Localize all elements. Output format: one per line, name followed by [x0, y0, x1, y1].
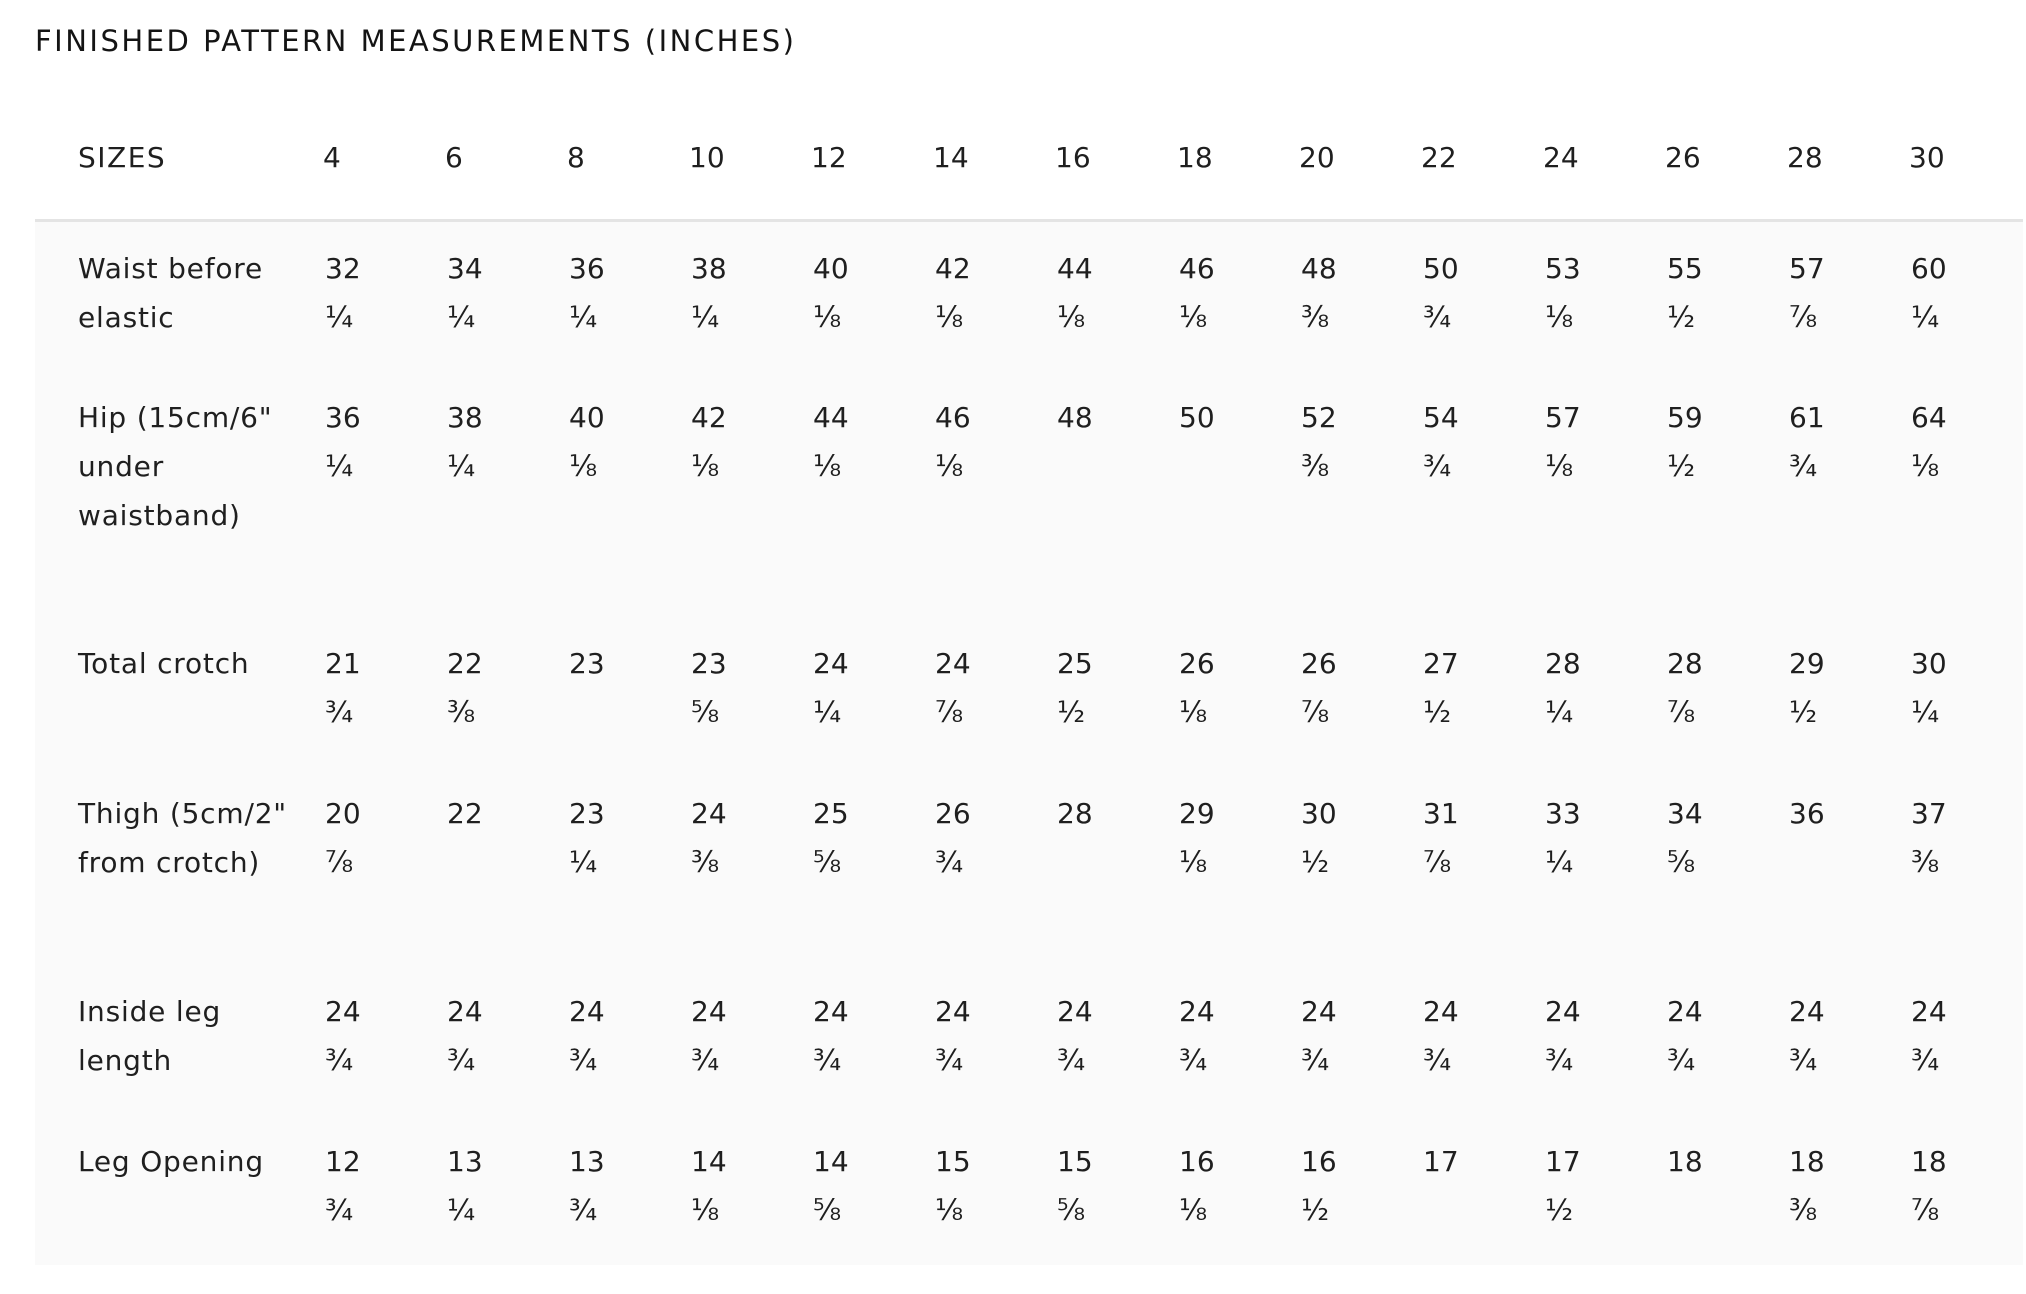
measurement-cell [315, 965, 437, 1115]
measurement-cell [1535, 371, 1657, 617]
measurement-cell [315, 1115, 437, 1265]
measurement-whole: 59 [1667, 400, 1703, 434]
measurement-fraction: ¾ [1911, 1042, 1940, 1077]
measurement-cell [1413, 371, 1535, 617]
measurement-cell [1169, 965, 1291, 1115]
measurement-cell [1291, 371, 1413, 617]
measurement-fraction: ⅝ [813, 1192, 842, 1227]
measurement-cell [925, 965, 1047, 1115]
measurement-whole: 38 [691, 252, 727, 285]
measurement-cell [1779, 221, 1901, 371]
measurement-fraction: ¾ [1789, 1042, 1818, 1077]
measurement-whole: 22 [447, 796, 483, 830]
measurement-cell [1169, 617, 1291, 767]
measurement-whole: 36 [569, 252, 605, 285]
measurement-fraction: ¼ [1911, 694, 1940, 729]
measurement-whole: 61 [1789, 400, 1825, 434]
measurement-cell [1901, 767, 2023, 965]
measurement-fraction: ½ [1423, 694, 1452, 729]
size-header: 14 [925, 95, 1047, 221]
measurement-fraction: ¾ [813, 1042, 842, 1077]
measurement-cell [559, 617, 681, 767]
measurement-cell [803, 221, 925, 371]
measurement-whole: 24 [813, 994, 849, 1028]
measurement-fraction: ⅞ [935, 694, 964, 729]
measurement-cell [437, 965, 559, 1115]
measurement-whole: 24 [1545, 994, 1581, 1028]
measurement-fraction: ⅝ [1667, 844, 1696, 879]
measurement-whole: 31 [1423, 796, 1459, 830]
measurement-whole: 48 [1301, 252, 1337, 285]
measurement-whole: 38 [447, 400, 483, 434]
measurement-whole: 50 [1179, 400, 1215, 434]
measurement-whole: 48 [1057, 400, 1093, 434]
measurement-fraction: ¾ [1423, 1042, 1452, 1077]
measurement-whole: 34 [447, 252, 483, 285]
measurement-cell [1901, 221, 2023, 371]
measurement-cell [315, 767, 437, 965]
size-header: 20 [1291, 95, 1413, 221]
measurement-cell [681, 371, 803, 617]
measurement-cell [1901, 1115, 2023, 1265]
measurement-cell [1291, 221, 1413, 371]
measurement-cell [925, 617, 1047, 767]
measurement-fraction: ¾ [1423, 300, 1452, 334]
measurement-cell [437, 371, 559, 617]
measurement-cell [1047, 371, 1169, 617]
measurement-whole: 46 [1179, 252, 1215, 285]
measurement-cell [1657, 221, 1779, 371]
measurement-whole: 29 [1789, 646, 1825, 680]
measurements-table [35, 95, 2023, 1265]
measurement-fraction: ⅛ [691, 1192, 720, 1227]
measurement-cell [1291, 1115, 1413, 1265]
measurement-whole: 25 [1057, 646, 1093, 680]
size-header: 24 [1535, 95, 1657, 221]
measurement-fraction: ⅝ [691, 694, 720, 729]
measurement-cell [1169, 1115, 1291, 1265]
table-row [35, 221, 2023, 371]
size-header: 16 [1047, 95, 1169, 221]
measurement-whole: 28 [1667, 646, 1703, 680]
measurement-whole: 29 [1179, 796, 1215, 830]
table-row [35, 371, 2023, 617]
measurement-whole: 30 [1911, 646, 1947, 680]
measurement-cell [1169, 221, 1291, 371]
measurement-fraction: ¼ [325, 300, 354, 334]
measurement-whole: 42 [691, 400, 727, 434]
measurement-fraction: ⅛ [813, 448, 842, 483]
measurement-fraction: ½ [1301, 1192, 1330, 1227]
measurement-whole: 34 [1667, 796, 1703, 830]
measurement-whole: 30 [1301, 796, 1337, 830]
row-label: Leg Opening [78, 1144, 264, 1178]
measurement-whole: 42 [935, 252, 971, 285]
measurement-cell [1291, 965, 1413, 1115]
measurement-whole: 24 [569, 994, 605, 1028]
measurement-fraction: ⅜ [1301, 448, 1330, 483]
measurement-fraction: ¾ [325, 1192, 354, 1227]
size-header: 8 [559, 95, 681, 221]
measurement-fraction: ½ [1667, 448, 1696, 483]
measurement-whole: 14 [813, 1144, 849, 1178]
measurement-cell [803, 617, 925, 767]
measurement-cell [1779, 767, 1901, 965]
measurement-cell [1779, 965, 1901, 1115]
size-header: 4 [315, 95, 437, 221]
measurement-whole: 24 [1179, 994, 1215, 1028]
measurement-whole: 46 [935, 400, 971, 434]
measurement-whole: 24 [691, 994, 727, 1028]
measurement-fraction: ⅞ [1789, 300, 1818, 334]
measurement-fraction: ¾ [1789, 448, 1818, 483]
measurement-cell [437, 617, 559, 767]
sizes-header: SIZES [35, 95, 315, 221]
measurement-whole: 23 [691, 646, 727, 680]
measurement-whole: 20 [325, 796, 361, 830]
measurement-fraction: ¾ [1423, 448, 1452, 483]
measurement-fraction: ½ [1057, 694, 1086, 729]
measurement-cell [559, 221, 681, 371]
size-header: 28 [1779, 95, 1901, 221]
measurement-cell [1535, 767, 1657, 965]
measurement-whole: 40 [813, 252, 849, 285]
measurement-fraction: ¾ [1545, 1042, 1574, 1077]
measurement-fraction: ⅛ [1545, 448, 1574, 483]
measurement-cell [1413, 617, 1535, 767]
measurement-fraction: ⅛ [1179, 1192, 1208, 1227]
measurement-whole: 24 [1911, 994, 1947, 1028]
measurement-whole: 16 [1179, 1144, 1215, 1178]
measurement-cell [1901, 617, 2023, 767]
measurement-whole: 26 [935, 796, 971, 830]
table-row [35, 617, 2023, 767]
measurement-fraction: ¾ [935, 844, 964, 879]
measurement-whole: 26 [1301, 646, 1337, 680]
measurement-cell [925, 767, 1047, 965]
measurement-fraction: ⅜ [1789, 1192, 1818, 1227]
measurement-cell [1169, 767, 1291, 965]
measurement-whole: 23 [569, 796, 605, 830]
measurement-cell [1779, 1115, 1901, 1265]
measurement-fraction: ⅛ [1911, 448, 1940, 483]
measurement-fraction: ¾ [325, 694, 354, 729]
measurement-cell [1535, 1115, 1657, 1265]
measurement-whole: 12 [325, 1144, 361, 1178]
measurement-fraction: ⅝ [813, 844, 842, 879]
measurement-fraction: ¾ [569, 1042, 598, 1077]
measurements-table-container [35, 95, 2000, 1265]
measurement-fraction: ¼ [1545, 694, 1574, 729]
measurement-cell [1535, 965, 1657, 1115]
measurement-cell [1779, 617, 1901, 767]
measurement-fraction: ⅞ [1301, 694, 1330, 729]
measurement-cell [437, 767, 559, 965]
measurement-cell [681, 221, 803, 371]
measurement-cell [681, 965, 803, 1115]
table-row [35, 767, 2023, 965]
measurement-whole: 37 [1911, 796, 1947, 830]
measurement-cell [1657, 965, 1779, 1115]
size-header: 18 [1169, 95, 1291, 221]
measurement-cell [1657, 617, 1779, 767]
measurement-whole: 55 [1667, 252, 1703, 285]
measurement-fraction: ½ [1667, 300, 1696, 334]
size-header: 12 [803, 95, 925, 221]
measurement-whole: 17 [1545, 1144, 1581, 1178]
measurement-fraction: ⅛ [1179, 300, 1208, 334]
measurement-whole: 44 [813, 400, 849, 434]
measurement-whole: 18 [1667, 1144, 1703, 1178]
size-header: 26 [1657, 95, 1779, 221]
table-row [35, 1115, 2023, 1265]
measurement-whole: 26 [1179, 646, 1215, 680]
measurement-whole: 50 [1423, 252, 1459, 285]
measurement-whole: 36 [1789, 796, 1825, 830]
measurement-whole: 60 [1911, 252, 1947, 285]
measurement-whole: 36 [325, 400, 361, 434]
measurement-whole: 13 [569, 1144, 605, 1178]
row-label: Thigh (5cm/2" from crotch) [78, 796, 287, 879]
measurement-whole: 14 [691, 1144, 727, 1178]
measurement-fraction: ¾ [1667, 1042, 1696, 1077]
measurement-whole: 15 [935, 1144, 971, 1178]
measurement-cell [559, 767, 681, 965]
measurement-fraction: ⅛ [813, 300, 842, 334]
measurement-cell [925, 221, 1047, 371]
measurement-cell [1657, 371, 1779, 617]
measurement-whole: 40 [569, 400, 605, 434]
measurement-whole: 13 [447, 1144, 483, 1178]
header-row [35, 95, 2023, 221]
measurement-cell [803, 965, 925, 1115]
measurement-fraction: ¾ [325, 1042, 354, 1077]
measurement-cell [1047, 1115, 1169, 1265]
measurement-fraction: ⅜ [447, 694, 476, 729]
measurement-whole: 24 [447, 994, 483, 1028]
measurement-whole: 24 [813, 646, 849, 680]
size-header: 10 [681, 95, 803, 221]
measurement-fraction: ⅛ [935, 300, 964, 334]
size-header: 22 [1413, 95, 1535, 221]
measurement-cell [1291, 617, 1413, 767]
measurement-cell [1413, 221, 1535, 371]
measurement-whole: 24 [1057, 994, 1093, 1028]
measurement-cell [1047, 221, 1169, 371]
measurement-fraction: ¼ [447, 448, 476, 483]
measurement-fraction: ¼ [447, 1192, 476, 1227]
measurement-whole: 15 [1057, 1144, 1093, 1178]
measurement-cell [803, 371, 925, 617]
measurement-cell [681, 767, 803, 965]
measurement-whole: 18 [1789, 1144, 1825, 1178]
measurement-fraction: ¼ [813, 694, 842, 729]
measurement-fraction: ⅛ [935, 448, 964, 483]
measurement-fraction: ¼ [1911, 300, 1940, 334]
measurement-cell [437, 221, 559, 371]
measurement-fraction: ⅛ [569, 448, 598, 483]
measurement-whole: 17 [1423, 1144, 1459, 1178]
measurement-fraction: ¼ [447, 300, 476, 334]
measurement-cell [1291, 767, 1413, 965]
measurement-cell [1047, 767, 1169, 965]
measurement-fraction: ⅛ [1179, 694, 1208, 729]
measurement-whole: 21 [325, 646, 361, 680]
measurement-cell [559, 1115, 681, 1265]
measurement-fraction: ½ [1545, 1192, 1574, 1227]
row-label: Hip (15cm/6" under waistband) [78, 400, 273, 532]
measurement-cell [1047, 617, 1169, 767]
measurement-whole: 28 [1545, 646, 1581, 680]
measurement-whole: 54 [1423, 400, 1459, 434]
measurement-fraction: ¼ [691, 300, 720, 334]
page-title: FINISHED PATTERN MEASUREMENTS (INCHES) [35, 24, 797, 58]
measurement-fraction: ¼ [1545, 844, 1574, 879]
measurement-cell [1779, 371, 1901, 617]
table-body [35, 221, 2023, 1265]
measurement-cell [1413, 767, 1535, 965]
measurement-cell [681, 1115, 803, 1265]
measurement-fraction: ⅛ [935, 1192, 964, 1227]
measurement-fraction: ¾ [691, 1042, 720, 1077]
measurement-fraction: ⅜ [691, 844, 720, 879]
measurement-cell [559, 965, 681, 1115]
measurement-fraction: ½ [1301, 844, 1330, 879]
measurement-whole: 52 [1301, 400, 1337, 434]
measurement-cell [1901, 965, 2023, 1115]
measurement-fraction: ⅜ [1911, 844, 1940, 879]
measurement-fraction: ¾ [935, 1042, 964, 1077]
measurement-cell [925, 371, 1047, 617]
measurement-whole: 57 [1545, 400, 1581, 434]
measurement-fraction: ⅞ [1911, 1192, 1940, 1227]
measurement-fraction: ⅜ [1301, 300, 1330, 334]
measurement-fraction: ¾ [447, 1042, 476, 1077]
measurement-whole: 18 [1911, 1144, 1947, 1178]
measurement-fraction: ¼ [569, 300, 598, 334]
row-label: Total crotch [78, 646, 250, 680]
measurement-fraction: ¼ [325, 448, 354, 483]
measurement-whole: 64 [1911, 400, 1947, 434]
measurement-cell [1047, 965, 1169, 1115]
measurement-whole: 27 [1423, 646, 1459, 680]
measurement-fraction: ⅛ [691, 448, 720, 483]
measurement-cell [437, 1115, 559, 1265]
measurement-cell [1169, 371, 1291, 617]
measurement-fraction: ⅛ [1179, 844, 1208, 879]
measurement-whole: 33 [1545, 796, 1581, 830]
measurement-cell [315, 221, 437, 371]
measurement-fraction: ⅞ [1423, 844, 1452, 879]
measurement-fraction: ⅛ [1545, 300, 1574, 334]
measurement-whole: 24 [1667, 994, 1703, 1028]
measurement-cell [1657, 767, 1779, 965]
measurement-fraction: ⅞ [325, 844, 354, 879]
measurement-cell [315, 371, 437, 617]
measurement-whole: 53 [1545, 252, 1581, 285]
measurement-fraction: ¾ [1179, 1042, 1208, 1077]
size-header: 6 [437, 95, 559, 221]
measurement-cell [1901, 371, 2023, 617]
measurement-whole: 24 [935, 994, 971, 1028]
measurement-fraction: ½ [1789, 694, 1818, 729]
measurement-fraction: ¼ [569, 844, 598, 879]
measurement-fraction: ⅞ [1667, 694, 1696, 729]
measurement-fraction: ¾ [569, 1192, 598, 1227]
measurement-fraction: ⅛ [1057, 300, 1086, 334]
measurement-whole: 32 [325, 252, 361, 285]
measurement-whole: 24 [1789, 994, 1825, 1028]
measurement-cell [1413, 965, 1535, 1115]
table-row [35, 965, 2023, 1115]
measurement-cell [803, 1115, 925, 1265]
measurement-cell [1535, 221, 1657, 371]
measurement-whole: 24 [691, 796, 727, 830]
measurement-whole: 23 [569, 646, 605, 680]
measurement-whole: 22 [447, 646, 483, 680]
measurement-whole: 57 [1789, 252, 1825, 285]
row-label: Waist before elastic [78, 252, 264, 334]
measurement-cell [803, 767, 925, 965]
measurement-cell [1535, 617, 1657, 767]
measurement-cell [925, 1115, 1047, 1265]
measurement-fraction: ¾ [1301, 1042, 1330, 1077]
measurement-whole: 44 [1057, 252, 1093, 285]
measurement-cell [1657, 1115, 1779, 1265]
measurement-whole: 24 [1423, 994, 1459, 1028]
measurement-whole: 24 [325, 994, 361, 1028]
measurement-whole: 25 [813, 796, 849, 830]
measurement-cell [559, 371, 681, 617]
measurement-whole: 24 [1301, 994, 1337, 1028]
measurement-cell [1413, 1115, 1535, 1265]
measurement-whole: 24 [935, 646, 971, 680]
size-header: 30 [1901, 95, 2023, 221]
measurement-whole: 28 [1057, 796, 1093, 830]
measurement-cell [315, 617, 437, 767]
row-label: Inside leg length [78, 994, 222, 1077]
measurement-cell [681, 617, 803, 767]
measurement-fraction: ¾ [1057, 1042, 1086, 1077]
measurement-whole: 16 [1301, 1144, 1337, 1178]
measurement-fraction: ⅝ [1057, 1192, 1086, 1227]
table-header [35, 95, 2023, 221]
